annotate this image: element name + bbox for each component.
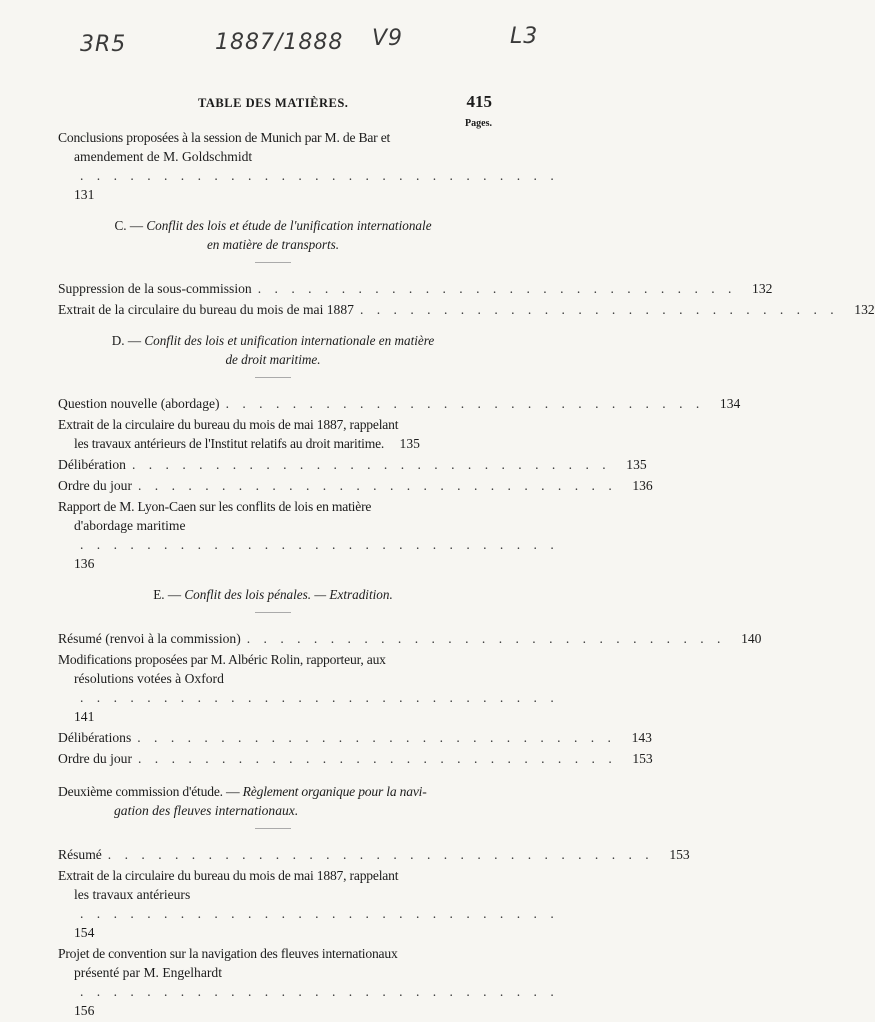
leader-dots: . . . . . . . . . . . . . . . . . . . . . . . . . . . . . <box>359 302 839 317</box>
entry-text: amendement de M. Goldschmidt <box>74 149 253 164</box>
leader-dots: . . . . . . . . . . . . . . . . . . . . . . . . . . . . . <box>137 730 616 745</box>
entry-text: Résumé <box>58 847 102 862</box>
leader-dots: . . . . . . . . . . . . . . . . . . . . . . . . . . . . . <box>80 984 559 999</box>
entry-text: Suppression de la sous-commission <box>58 281 252 296</box>
section-title: en matière de transports. <box>206 237 340 252</box>
entry-text: les travaux antérieurs <box>74 887 191 902</box>
entry-title-italic: gation des fleuves internationaux. <box>114 803 299 818</box>
entry-text: Question nouvelle (abordage) <box>58 396 220 411</box>
entry-text: Extrait de la circulaire du bureau du mois de mai 1887, rappelant <box>58 417 399 432</box>
entry-text: présenté par M. Engelhardt <box>74 965 222 980</box>
page-ref: 141 <box>74 709 95 724</box>
page-ref: 132 <box>854 302 875 317</box>
leader-dots: . . . . . . . . . . . . . . . . . . . . . . . . . . . . . <box>80 906 559 921</box>
section-heading-d <box>58 331 488 378</box>
entry-text: Délibérations <box>58 730 132 745</box>
leader-dots: . . . . . . . . . . . . . . . . . . . . . . . . . . . . . . . . . <box>107 847 654 862</box>
entry-text: Délibération <box>58 457 126 472</box>
divider <box>255 377 291 378</box>
entry-title-italic: Règlement organique pour la navi- <box>242 784 427 799</box>
toc-entry-resume-2 <box>58 845 690 864</box>
pages-column-label: Pages. <box>465 118 492 129</box>
leader-dots: . . . . . . . . . . . . . . . . . . . . . . . . . . . . . <box>80 690 559 705</box>
section-letter: E. — <box>153 587 182 602</box>
page-ref: 154 <box>74 925 95 940</box>
toc-entry-ordre-du-jour <box>58 476 653 495</box>
entry-text: Conclusions proposées à la session de Munich par M. de Bar et <box>58 130 391 145</box>
entry-text: Extrait de la circulaire du bureau du mois de mai 1887 <box>58 302 354 317</box>
leader-dots: . . . . . . . . . . . . . . . . . . . . . . . . . . . . . <box>257 281 737 296</box>
page-ref: 153 <box>669 847 690 862</box>
leader-dots: . . . . . . . . . . . . . . . . . . . . . . . . . . . . . <box>225 396 705 411</box>
page-ref: 136 <box>632 478 653 493</box>
toc-entry-deuxieme-commission <box>58 782 488 829</box>
section-letter: D. — <box>111 333 142 348</box>
page-ref: 135 <box>399 436 420 451</box>
page-ref: 132 <box>752 281 773 296</box>
leader-dots: . . . . . . . . . . . . . . . . . . . . . . . . . . . . . <box>138 478 617 493</box>
entry-text: Deuxième commission d'étude. — <box>58 784 240 799</box>
entry-text: Extrait de la circulaire du bureau du mois de mai 1887, rappelant <box>58 868 399 883</box>
leader-dots: . . . . . . . . . . . . . . . . . . . . . . . . . . . . . <box>80 168 559 183</box>
toc-entry-resume <box>58 629 762 648</box>
handwritten-annotations <box>0 22 587 62</box>
page-ref: 135 <box>626 457 647 472</box>
entry-text: Résumé (renvoi à la commission) <box>58 631 241 646</box>
toc-entry-conclusions <box>58 128 559 204</box>
toc-entry-rapport <box>58 497 559 573</box>
page-ref: 131 <box>74 187 95 202</box>
divider <box>255 612 291 613</box>
toc-entry-question <box>58 394 741 413</box>
entry-text: les travaux antérieurs de l'Institut relatifs au droit maritime. <box>74 436 385 451</box>
section-title: Conflit des lois pénales. — Extradition. <box>184 587 393 602</box>
page-ref: 143 <box>631 730 652 745</box>
page-title: TABLE DES MATIÈRES. <box>198 96 349 110</box>
toc-entry-deliberations <box>58 728 652 747</box>
divider <box>255 262 291 263</box>
entry-text: résolutions votées à Oxford <box>74 671 224 686</box>
leader-dots: . . . . . . . . . . . . . . . . . . . . . . . . . . . . . <box>80 537 559 552</box>
section-heading-c <box>58 216 488 263</box>
section-letter: C. — <box>114 218 144 233</box>
handwritten-note: V9 <box>372 26 404 51</box>
entry-text: Ordre du jour <box>58 751 132 766</box>
toc-entry-extrait-1 <box>58 300 875 319</box>
toc-entry-extrait-2 <box>58 415 488 453</box>
entry-text: Ordre du jour <box>58 478 132 493</box>
table-of-contents <box>58 128 875 1022</box>
page-ref: 134 <box>719 396 741 411</box>
leader-dots: . . . . . . . . . . . . . . . . . . . . . . . . . . . . . <box>246 631 726 646</box>
page-header <box>58 92 492 132</box>
entry-text: Rapport de M. Lyon-Caen sur les conflits de lois en matière <box>58 499 372 514</box>
page-ref: 156 <box>74 1003 95 1018</box>
entry-text: Projet de convention sur la navigation des fleuves internationaux <box>58 946 398 961</box>
toc-entry-projet <box>58 944 559 1020</box>
entry-text: Modifications proposées par M. Albéric Rolin, rapporteur, aux <box>58 652 386 667</box>
handwritten-note: L3 <box>510 24 539 49</box>
leader-dots: . . . . . . . . . . . . . . . . . . . . . . . . . . . . . <box>138 751 617 766</box>
section-heading-e <box>58 585 488 613</box>
handwritten-note: 1887/1888 <box>215 30 344 55</box>
section-title: de droit maritime. <box>225 352 321 367</box>
leader-dots: . . . . . . . . . . . . . . . . . . . . . . . . . . . . . <box>131 457 611 472</box>
section-title: Conflit des lois et étude de l'unification internationale <box>146 218 432 233</box>
toc-entry-extrait-3 <box>58 866 559 942</box>
toc-entry-modifications <box>58 650 559 726</box>
handwritten-note: 3R5 <box>80 32 127 57</box>
divider <box>255 828 291 829</box>
page-ref: 153 <box>632 751 653 766</box>
page-number: 415 <box>466 92 492 111</box>
toc-entry-suppression <box>58 279 773 298</box>
page-ref: 140 <box>741 631 762 646</box>
section-title: Conflit des lois et unification internationale en matière <box>144 333 435 348</box>
entry-text: d'abordage maritime <box>74 518 186 533</box>
toc-entry-deliberation <box>58 455 647 474</box>
toc-entry-ordre-du-jour-2 <box>58 749 653 768</box>
page-ref: 136 <box>74 556 95 571</box>
